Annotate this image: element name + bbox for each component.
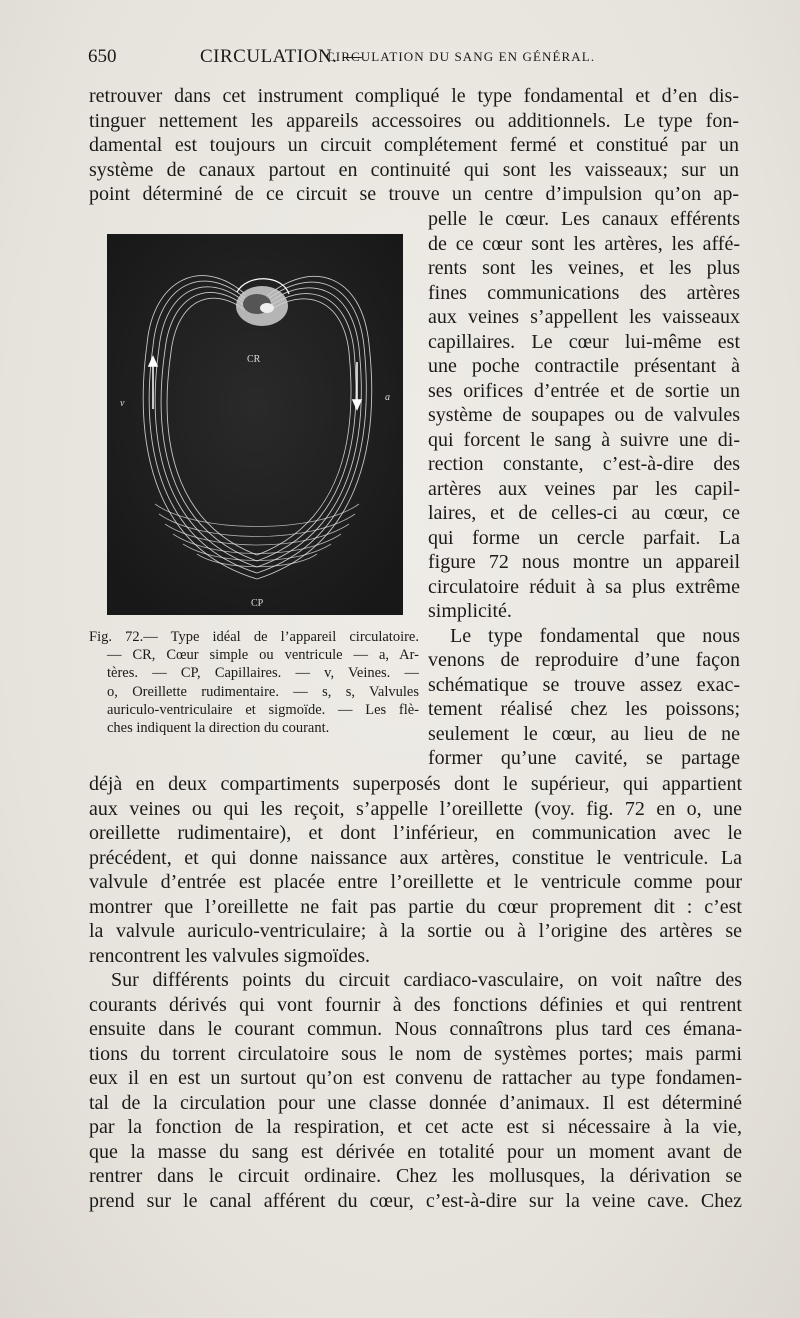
figure-72-circulatory-diagram	[107, 234, 403, 615]
text-line: ensuite dans le courant commun. Nous connaîtrons plus tard ces émana-	[89, 1018, 742, 1040]
text-line: Le type fondamental que nous	[450, 624, 740, 647]
text-line: système de canaux partout en continuité qui sont les vaisseaux; sur un	[89, 158, 739, 181]
text-line: laires, et de celles-ci au cœur, ce	[428, 502, 740, 524]
body-text-bottom	[89, 772, 742, 1213]
circulatory-loop-illustration	[107, 234, 403, 615]
caption-line: tères. — CP, Capillaires. — v, Veines. —	[107, 665, 419, 682]
text-line: Sur différents points du circuit cardiaco-vasculaire, on voit naître des	[111, 969, 742, 991]
label-heart: CR	[247, 354, 261, 365]
text-line: circulatoire réduit à sa plus extrême	[428, 575, 740, 598]
section-title: CIRCULATION. —	[200, 46, 363, 67]
text-line: tions du torrent circulatoire sous le nom de systèmes portes; mais parmi	[89, 1042, 742, 1065]
text-line: aux veines s’appellent les vaisseaux	[428, 306, 740, 328]
figure-caption	[89, 628, 419, 737]
text-line: aux veines ou qui les reçoit, s’appelle l’oreillette (voy. fig. 72 en o, une	[89, 797, 742, 820]
running-head	[88, 46, 738, 72]
text-line: système de soupapes ou de valvules	[428, 404, 740, 426]
text-line: rection constante, c’est-à-dire des	[428, 453, 740, 475]
text-line: rencontrent les valvules sigmoïdes.	[89, 944, 371, 967]
text-line: damental est toujours un circuit complétement fermé et constitué par un	[89, 134, 739, 156]
text-line: de ce cœur sont les artères, les affé-	[428, 232, 740, 255]
label-veins: v	[120, 398, 125, 409]
subsection-title: CIRCULATION DU SANG EN GÉNÉRAL.	[326, 49, 596, 64]
caption-line: Fig. 72.— Type idéal de l’appareil circulatoire.	[89, 629, 419, 645]
body-text-top	[89, 84, 739, 207]
text-line: par la fonction de la respiration, et cet acte est si nécessaire à la vie,	[89, 1116, 742, 1138]
text-line: eux il en est un surtout qu’on est convenu de rattacher au type fondamen-	[89, 1067, 742, 1089]
text-line: fines communications des artères	[428, 281, 740, 304]
text-line: déjà en deux compartiments superposés dont le supérieur, qui appartient	[89, 773, 742, 795]
text-line: retrouver dans cet instrument compliqué le type fondamental et d’en dis-	[89, 85, 739, 107]
text-line: oreillette rudimentaire), et dont l’inférieur, en communication avec le	[89, 822, 742, 844]
text-line: courants dérivés qui vont fournir à des fonctions définies et qui rentrent	[89, 993, 742, 1016]
text-line: artères aux veines par les capil-	[428, 477, 740, 500]
text-line: qui forme un cercle parfait. La	[428, 526, 740, 549]
text-line: que la masse du sang est dérivée en totalité pour un moment avant de	[89, 1140, 742, 1163]
text-line: capillaires. Le cœur lui-même est	[428, 330, 740, 353]
text-line: simplicité.	[428, 600, 512, 622]
page-number: 650	[88, 46, 117, 67]
label-capillaries: CP	[251, 598, 264, 609]
text-line: tinguer nettement les appareils accessoires ou additionnels. Le type fon-	[89, 109, 739, 132]
text-line: tal de la circulation pour une classe donnée d’animaux. Il est déterminé	[89, 1091, 742, 1114]
text-line: schématique se trouve assez exac-	[428, 673, 740, 696]
text-line: rentrer dans le circuit ordinaire. Chez les mollusques, la dérivation se	[89, 1165, 742, 1187]
caption-line: auriculo-ventriculaire et sigmoïde. — Les flè-	[107, 701, 419, 718]
text-line: qui forcent le sang à suivre une di-	[428, 428, 740, 451]
text-line: venons de reproduire d’une façon	[428, 649, 740, 671]
text-line: la valvule auriculo-ventriculaire; à la sortie ou à l’origine des artères se	[89, 920, 742, 942]
text-line: précédent, et qui donne naissance aux artères, constitue le ventricule. La	[89, 846, 742, 869]
label-arteries: a	[385, 392, 390, 403]
text-line: rents sont les veines, et les plus	[428, 257, 740, 279]
caption-line: — CR, Cœur simple ou ventricule — a, Ar-	[107, 647, 419, 664]
text-line: point déterminé de ce circuit se trouve un centre d’impulsion qu’on ap-	[89, 183, 739, 205]
body-text-right-column	[428, 207, 740, 771]
text-line: seulement le cœur, au lieu de ne	[428, 722, 740, 745]
text-line: former qu’une cavité, se partage	[428, 747, 740, 769]
text-line: figure 72 nous montre un appareil	[428, 551, 740, 573]
caption-line: o, Oreillette rudimentaire. — s, s, Valvules	[107, 683, 419, 700]
text-line: une poche contractile présentant à	[428, 355, 740, 377]
text-line: pelle le cœur. Les canaux efférents	[428, 208, 740, 230]
text-line: prend sur le canal afférent du cœur, c’est-à-dire sur la veine cave. Chez	[89, 1189, 742, 1212]
text-line: montrer que l’oreillette ne fait pas partie du cœur proprement dit : c’est	[89, 895, 742, 918]
text-line: valvule d’entrée est placée entre l’oreillette et le ventricule comme pour	[89, 871, 742, 893]
text-line: tement réalisé chez les poissons;	[428, 698, 740, 720]
caption-line: ches indiquent la direction du courant.	[107, 719, 330, 736]
text-line: ses orifices d’entrée et de sortie un	[428, 379, 740, 402]
